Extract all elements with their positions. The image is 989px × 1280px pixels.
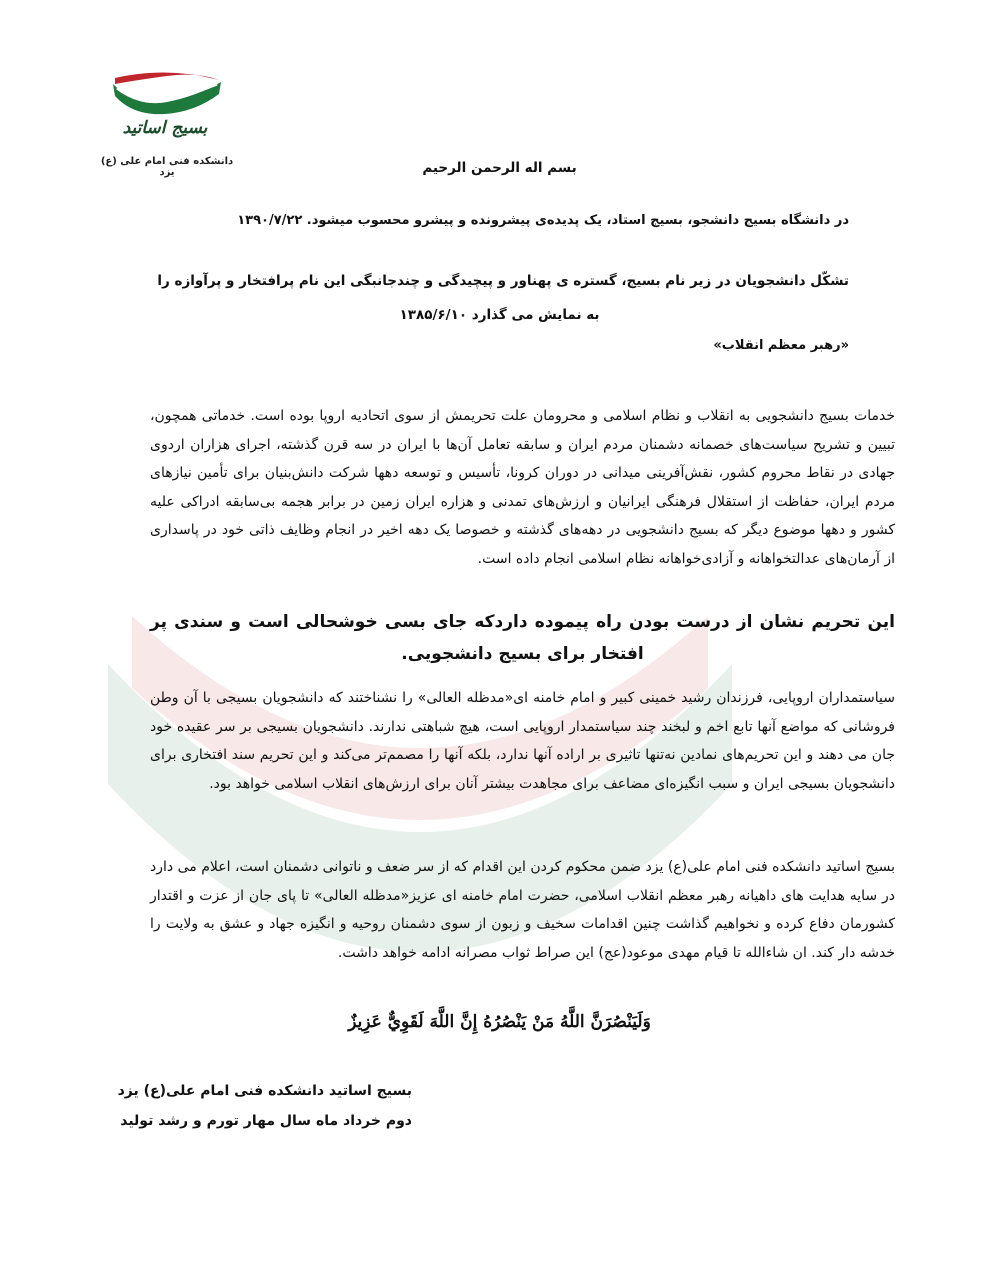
organization-logo xyxy=(92,60,242,178)
basmala-heading: بسم اله الرحمن الرحیم xyxy=(422,160,577,176)
signature-line-1: بسیج اساتید دانشکده فنی امام علی(ع) یزد xyxy=(117,1083,412,1099)
paragraph-3: بسیج اساتید دانشکده فنی امام علی(ع) یزد ضمن محکوم کردن این اقدام که از سر ضعف و ناتوانی دشمنان است، اعلام می دارد در سایه هدایت های داهیانه رهبر معظم انقلاب اسلامی، حضرت امام خامنه ای عزیز«مدظله العالی» تا پای جان از عزت و اقتدار کشورمان دفاع کرده و نخواهیم گذاشت چنین اقدامات سخیف و زبون از سوی دشمنان روحیه و انگیزه جهاد و عشق به ولایت را خدشه دار کند. ان شاءالله تا قیام مهدی موعود(عج) این صراط ثواب مصرانه ادامه خواهد داشت. xyxy=(150,859,895,961)
headline-statement: این تحریم نشان از درست بودن راه پیموده داردکه جای بسی خوشحالی است و سندی پر افتخار برای بسیج دانشجویی. xyxy=(150,612,895,664)
quran-verse: وَلَيَنْصُرَنَّ اللَّهُ مَنْ يَنْصُرُهُ إِنَّ اللَّهَ لَقَوِيٌّ عَزِيزٌ xyxy=(348,1012,651,1032)
logo-caption: دانشکده فنی امام علی (ع) یزد xyxy=(100,156,234,178)
leader-quote-2-line1: تشکّل دانشجویان در زیر نام بسیج، گستره ی پهناور و پیچیدگی و چندجانبگی این نام پرافتخار و پرآوازه را xyxy=(157,273,849,289)
paragraph-2: سیاستمداران اروپایی، فرزندان رشید خمینی کبیر و امام خامنه ای«مدظله العالی» را نشناختند که دانشجویان بسیجی با آن وطن فروشانی که مواضع آنها تابع اخم و لبخند چند سیاستمدار اروپایی است، هیچ شباهتی ندارند. دانشجویان بسیجی بر سر عقیده خود جان می دهند و این تحریم‌های نمادین نه‌تنها تاثیری بر اراده آنها ندارد، بلکه آنها را مصمم‌تر می‌کند و این تحریم سند افتخاری برای دانشجویان بسیجی ایران و سبب انگیزه‌ای مضاعف برای مجاهدت بیشتر آنان برای ارزش‌های انقلاب اسلامی خواهد بود. xyxy=(150,690,895,792)
leader-quote-2 xyxy=(150,264,849,332)
logo-flag-icon xyxy=(107,60,227,120)
leader-quote-1: در دانشگاه بسیج دانشجو، بسیج استاد، یک پدیده‌ی پیشرونده و پیشرو محسوب میشود. ۱۳۹۰/۷/۲۲ xyxy=(237,213,849,228)
leader-quote-2-line2: به نمایش می گذارد ۱۳۸۵/۶/۱۰ xyxy=(399,307,600,323)
signature-line-2: دوم خرداد ماه سال مهار تورم و رشد تولید xyxy=(120,1113,412,1129)
quote-attribution: «رهبر معظم انقلاب» xyxy=(713,338,849,353)
signature-block xyxy=(92,1076,412,1136)
logo-script-text: بسیج اساتید xyxy=(122,118,208,138)
paragraph-1: خدمات بسیج دانشجویی به انقلاب و نظام اسلامی و محرومان علت تحریمش از سوی اتحادیه اروپا بوده است. خدماتی همچون، تبیین و تشریح سیاست‌های خصمانه دشمنان مردم ایران و سابقه تعامل آن‌ها با ایران در سه قرن گذشته، اجرای هزاران اردوی جهادی در نقاط محروم کشور، نقش‌آفرینی میدانی در دوران کرونا، تأسیس و توسعه دهها شرکت دانش‌بنیان برای تأمین نیازهای مردم ایران، حفاظت از استقلال فرهنگی ایرانیان و ارزش‌های تمدنی و هزاره ایران زمین در برابر هجمه بی‌سابقه ادراکی علیه کشور و دهها موضوع دیگر که بسیج دانشجویی در دهه‌های گذشته و خصوصا یک دهه اخیر در انجام وظایف ذاتی خود در پاسداری از آرمان‌های عدالتخواهانه و آزادی‌خواهانه نظام اسلامی انجام داده است. xyxy=(150,408,895,567)
